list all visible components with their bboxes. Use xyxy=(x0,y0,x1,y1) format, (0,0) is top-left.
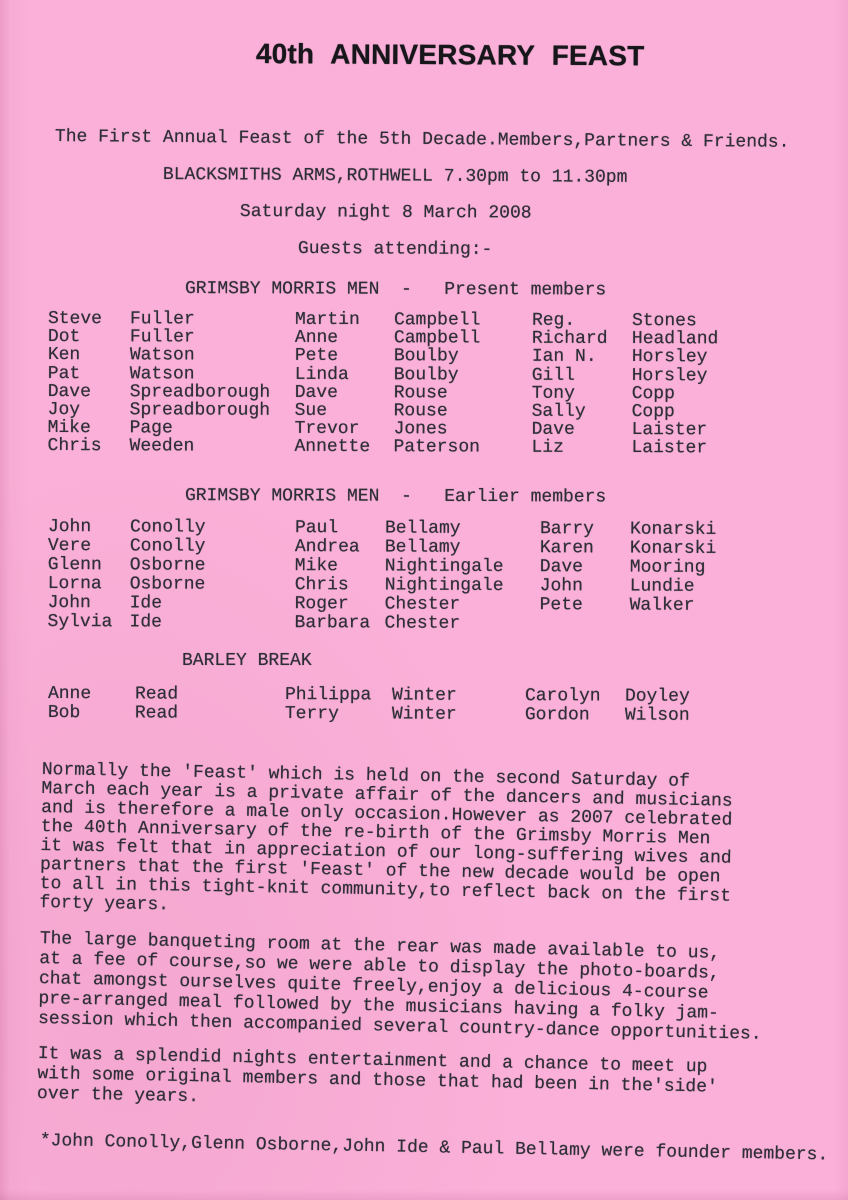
last-name-cell: Copp xyxy=(631,401,675,423)
paragraph-banqueting-room: The large banqueting room at the rear was made available to us, at a fee of course,so we were able to display the photo-boards, chat amongst ourselves quite freely,enjoy a delicious 4-course pre-arranged meal followed by the musicians having a folky jam- session which then accompanied several country-dance opportunities. xyxy=(37,929,762,1045)
first-name-cell: Pat xyxy=(47,363,81,384)
barley-break-table xyxy=(48,685,690,726)
last-name-cell: Rouse xyxy=(393,382,448,404)
first-name-cell: Martin xyxy=(294,309,360,331)
first-name-cell: Dave xyxy=(294,382,338,403)
first-name-cell: Mike xyxy=(47,418,91,439)
first-name-cell: Ken xyxy=(47,345,81,366)
last-name-cell: Fuller xyxy=(129,327,195,348)
earlier-members-table xyxy=(48,518,717,635)
last-name-cell: Headland xyxy=(631,329,719,350)
section-heading-earlier-members: GRIMSBY MORRIS MEN - Earlier members xyxy=(184,486,607,508)
last-name-cell: Spreadborough xyxy=(129,400,271,421)
table-row xyxy=(48,613,716,635)
first-name-cell: Sue xyxy=(294,400,328,421)
first-name-cell: John xyxy=(47,592,91,614)
paragraph-splendid-night: It was a splendid nights entertainment and a chance to meet up with some original members and those that had been in the'side' over the years. xyxy=(36,1044,718,1108)
last-name-cell: Conolly xyxy=(129,536,206,557)
last-name-cell: Read xyxy=(134,684,179,705)
last-name-cell: Paterson xyxy=(393,437,480,458)
first-name-cell: Pete xyxy=(539,595,583,616)
first-name-cell: Dave xyxy=(47,381,91,402)
first-name-cell: Terry xyxy=(284,704,339,725)
first-name-cell: Joy xyxy=(47,399,81,421)
last-name-cell: Konarski xyxy=(629,538,717,559)
first-name-cell: Bob xyxy=(47,702,81,724)
first-name-cell: Karen xyxy=(539,538,594,559)
table-row xyxy=(47,437,717,458)
last-name-cell: Rouse xyxy=(393,401,448,422)
last-name-cell: Osborne xyxy=(129,555,206,576)
intro-line-date: Saturday night 8 March 2008 xyxy=(239,202,532,224)
first-name-cell: Paul xyxy=(294,518,339,539)
last-name-cell: Jones xyxy=(393,419,448,440)
first-name-cell: Roger xyxy=(294,594,349,615)
first-name-cell: Reg. xyxy=(531,310,576,331)
first-name-cell xyxy=(539,615,629,634)
last-name-cell: Walker xyxy=(629,595,695,616)
footnote-founder-members: *John Conolly,Glenn Osborne,John Ide & Paul Bellamy were founder members. xyxy=(39,1131,829,1166)
last-name-cell: Watson xyxy=(129,363,195,385)
last-name-cell: Page xyxy=(129,418,173,439)
last-name-cell: Ide xyxy=(129,593,163,614)
first-name-cell: Linda xyxy=(294,364,349,385)
section-heading-present-members: GRIMSBY MORRIS MEN - Present members xyxy=(184,279,607,301)
first-name-cell: Anne xyxy=(47,684,92,705)
last-name-cell: Ide xyxy=(129,612,162,633)
last-name-cell: Copp xyxy=(631,383,675,404)
intro-line-guests: Guests attending:- xyxy=(297,239,493,261)
last-name-cell: Boulby xyxy=(393,346,459,367)
table-row xyxy=(48,704,690,726)
last-name-cell: Boulby xyxy=(393,364,459,385)
first-name-cell: Dave xyxy=(531,419,575,440)
last-name-cell: Nightingale xyxy=(384,556,504,577)
first-name-cell: John xyxy=(539,576,583,597)
intro-line-occasion: The First Annual Feast of the 5th Decade.Members,Partners & Friends. xyxy=(54,127,790,153)
last-name-cell: Laister xyxy=(631,438,708,459)
last-name-cell: Stones xyxy=(631,311,697,332)
intro-line-venue: BLACKSMITHS ARMS,ROTHWELL 7.30pm to 11.30pm xyxy=(162,165,628,188)
last-name-cell: Osborne xyxy=(129,574,206,595)
first-name-cell: Andrea xyxy=(294,537,360,558)
last-name-cell: Winter xyxy=(391,704,457,725)
last-name-cell: Nightingale xyxy=(384,575,504,596)
first-name-cell: Vere xyxy=(47,535,92,557)
first-name-cell: Trevor xyxy=(294,418,360,440)
first-name-cell: Chris xyxy=(294,575,349,596)
last-name-cell: Bellamy xyxy=(384,518,461,539)
first-name-cell: Tony xyxy=(531,383,575,404)
last-name-cell: Read xyxy=(134,703,179,724)
first-name-cell: Sally xyxy=(531,401,586,422)
first-name-cell: Ian N. xyxy=(531,347,597,368)
first-name-cell: Carolyn xyxy=(524,686,601,707)
last-name-cell: Konarski xyxy=(629,519,717,540)
first-name-cell: Chris xyxy=(47,436,102,457)
page-title: 40th ANNIVERSARY FEAST xyxy=(255,38,645,72)
first-name-cell: Glenn xyxy=(47,554,102,576)
last-name-cell: Mooring xyxy=(629,557,706,578)
first-name-cell: Gordon xyxy=(524,705,590,726)
last-name-cell: Chester xyxy=(384,613,461,634)
last-name-cell: Bellamy xyxy=(384,537,461,558)
first-name-cell: Annette xyxy=(294,437,371,458)
section-heading-barley-break: BARLEY BREAK xyxy=(182,651,312,671)
first-name-cell: Dot xyxy=(47,327,81,348)
last-name-cell: Chester xyxy=(384,594,461,615)
present-members-table xyxy=(47,310,718,458)
first-name-cell: Lorna xyxy=(47,573,102,595)
first-name-cell: Barry xyxy=(539,519,595,540)
last-name-cell: Doyley xyxy=(624,686,690,707)
first-name-cell: Sylvia xyxy=(47,611,113,633)
last-name-cell: Watson xyxy=(129,345,195,366)
first-name-cell: Philippa xyxy=(284,685,372,706)
first-name-cell: Dave xyxy=(539,557,584,578)
last-name-cell: Horsley xyxy=(631,347,708,368)
last-name-cell: Conolly xyxy=(129,517,206,538)
last-name-cell: Weeden xyxy=(129,436,195,457)
first-name-cell: Liz xyxy=(531,438,564,459)
last-name-cell: Campbell xyxy=(393,328,481,349)
first-name-cell: Richard xyxy=(531,328,608,350)
first-name-cell: Steve xyxy=(47,309,103,330)
first-name-cell: Gill xyxy=(531,365,576,386)
last-name-cell: Spreadborough xyxy=(129,382,271,403)
last-name-cell: Winter xyxy=(391,685,457,706)
last-name-cell: Horsley xyxy=(631,365,708,386)
last-name-cell: Fuller xyxy=(129,309,195,330)
last-name-cell: Laister xyxy=(631,420,708,441)
last-name-cell: Lundie xyxy=(629,576,695,597)
last-name-cell: Wilson xyxy=(624,705,690,726)
first-name-cell: Anne xyxy=(294,328,339,349)
last-name-cell: Campbell xyxy=(393,310,481,331)
first-name-cell: John xyxy=(47,517,92,538)
first-name-cell: Pete xyxy=(294,346,339,367)
first-name-cell: Mike xyxy=(294,556,339,577)
paragraph-feast-history: Normally the 'Feast' which is held on the second Saturday of March each year is a private affair of the dancers and musicians and is therefore a male only occasion.However as 2007 celebrated the 40th Anniversary of the re-birth of the Grimsby Morris Men it was felt that in appreciation of our long-suffering wives and partners that the first 'Feast' of the new decade would be open to all in this tight-knit community,to reflect back on the first forty years. xyxy=(39,760,733,916)
first-name-cell: Barbara xyxy=(294,613,371,634)
